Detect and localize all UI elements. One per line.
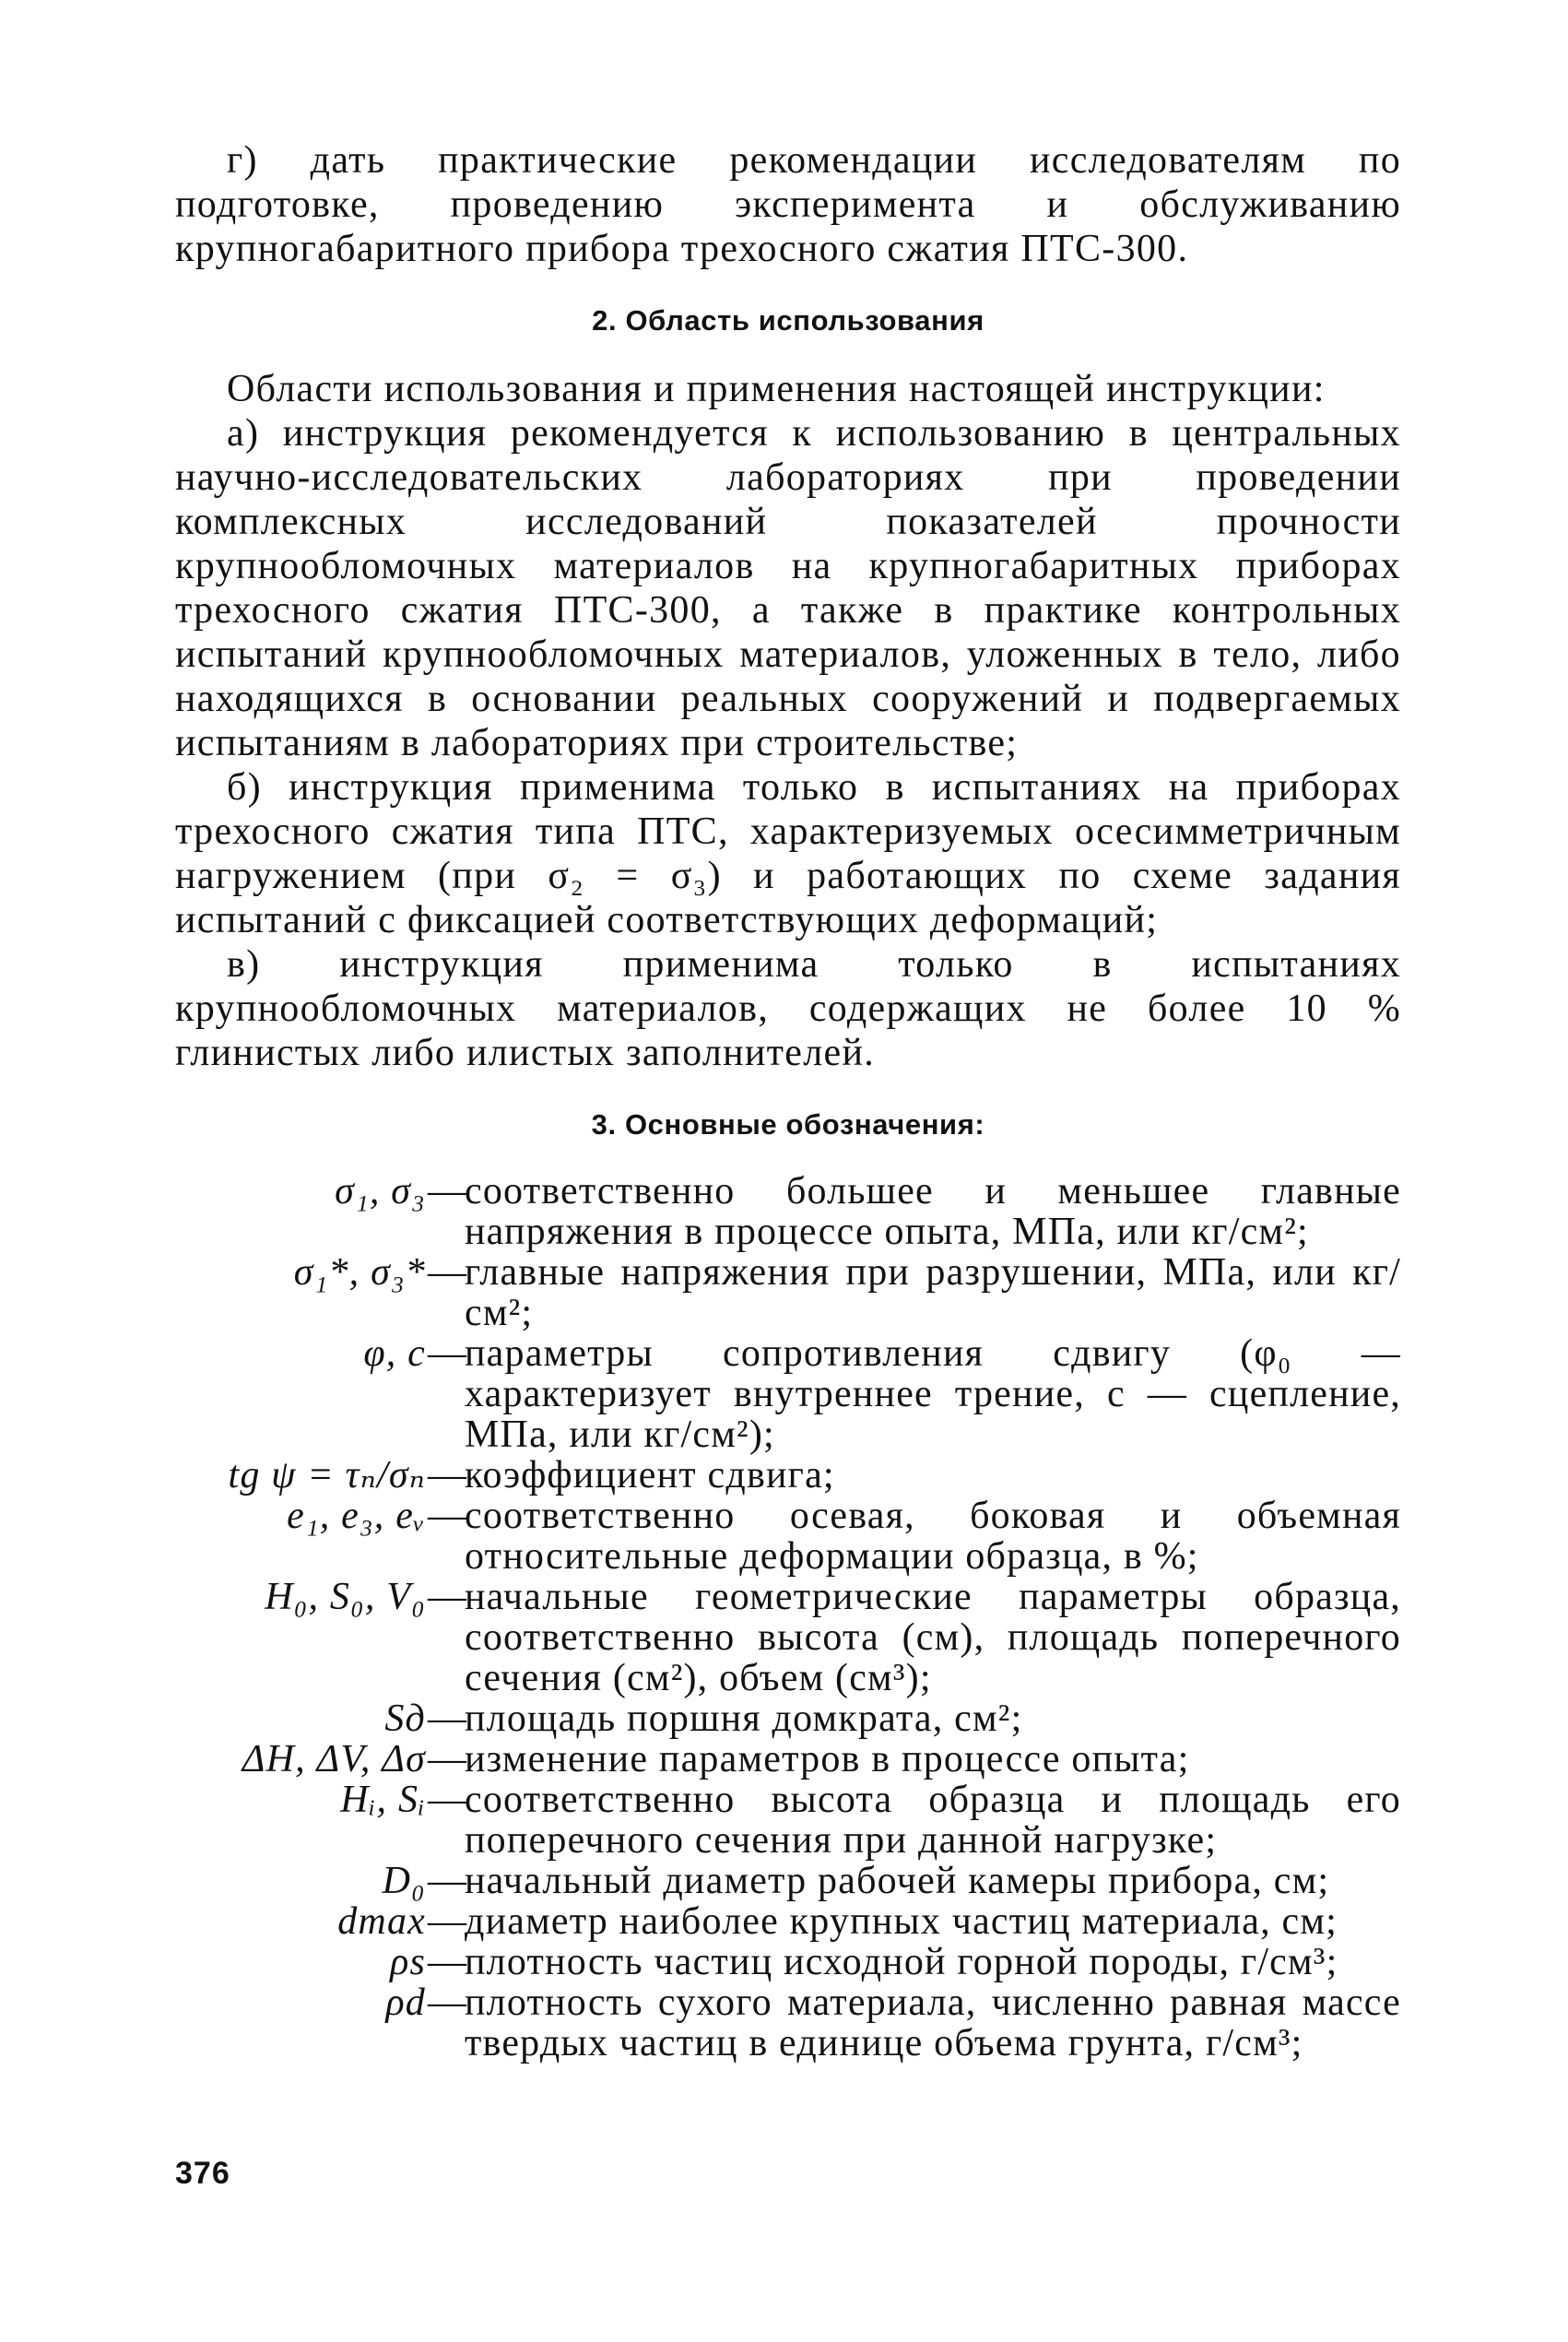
notation-row: [175, 1455, 1401, 1496]
notation-definition: главные напряжения при разрушении, МПа, или кг/см²;: [465, 1251, 1401, 1334]
notation-symbol: Sд: [384, 1697, 426, 1740]
notation-symbol: ρs: [390, 1941, 426, 1983]
section-3-heading: 3. Основные обозначения:: [591, 1108, 985, 1141]
section-2-items: [175, 411, 1401, 1075]
notation-dash: —: [428, 1251, 468, 1294]
notation-row: [175, 1496, 1401, 1577]
section-2-item-a: а) инструкция рекомендуется к использованию в центральных научно-исследовательских лабораториях при проведении комплексных исследований показателей прочности крупнообломочных материалов на крупногабаритных приборах трехосного сжатия ПТС-300, а также в практике контрольных испытаний крупнообломочных материалов, уложенных в тело, либо находящихся в основании реальных сооружений и подвергаемых испытаниям в лабораториях при строительстве;: [175, 412, 1401, 764]
notation-symbol: ρd: [385, 1981, 426, 2024]
intro-item-paragraph: г) дать практические рекомендации исследователям по подготовке, проведению эксперимента и обслуживанию крупногабаритного прибора трехосного сжатия ПТС-300.: [175, 139, 1401, 270]
notation-dash: —: [428, 1779, 468, 1821]
notation-list: [175, 1171, 1401, 2064]
section-2-heading: 2. Область использования: [592, 304, 984, 337]
notation-row: [175, 1780, 1401, 1861]
notation-dash: —: [428, 1454, 468, 1496]
notation-definition: соответственно большее и меньшее главные напряжения в процессе опыта, МПа, или кг/см²;: [465, 1170, 1401, 1253]
notation-row: [175, 1577, 1401, 1698]
notation-definition: коэффициент сдвига;: [465, 1454, 835, 1496]
notation-definition: начальные геометрические параметры образца, соответственно высота (см), площадь поперечного сечения (см²), объем (см³);: [465, 1576, 1401, 1699]
notation-definition: соответственно осевая, боковая и объемная относительные деформации образца, в %;: [465, 1495, 1401, 1578]
section-2-item-c: в) инструкция применима только в испытаниях крупнообломочных материалов, содержащих не более 10 % глинистых либо илистых заполнителей.: [175, 943, 1401, 1074]
notation-symbol: Hᵢ, Sᵢ: [340, 1779, 426, 1821]
notation-row: [175, 1942, 1401, 1982]
notation-dash: —: [428, 1697, 468, 1740]
notation-row: [175, 1982, 1401, 2064]
notation-row: [175, 1861, 1401, 1901]
notation-row: [175, 1252, 1401, 1333]
notation-symbol: ΔH, ΔV, Δσ: [242, 1738, 426, 1780]
notation-definition: диаметр наиболее крупных частиц материала, см;: [465, 1900, 1338, 1943]
notation-definition: площадь поршня домкрата, см²;: [465, 1697, 1023, 1740]
notation-symbol: e₁, e₃, eᵥ: [287, 1495, 426, 1537]
notation-symbol: H₀, S₀, V₀: [265, 1576, 426, 1618]
page-number: 376: [175, 2156, 230, 2191]
notation-row: [175, 1333, 1401, 1455]
section-2-item-b: б) инструкция применима только в испытаниях на приборах трехосного сжатия типа ПТС, характеризуемых осесимметричным нагружением (при σ₂ = σ₃) и работающих по схеме задания испытаний с фиксацией соответствующих деформаций;: [175, 766, 1401, 941]
notation-dash: —: [428, 1576, 468, 1618]
notation-symbol: dmax: [337, 1900, 426, 1943]
document-page: [175, 138, 1401, 2287]
notation-dash: —: [428, 1981, 468, 2024]
notation-dash: —: [428, 1738, 468, 1780]
notation-row: [175, 1698, 1401, 1739]
notation-dash: —: [428, 1860, 468, 1902]
notation-dash: —: [428, 1170, 468, 1212]
notation-definition: плотность частиц исходной горной породы, г/см³;: [465, 1941, 1338, 1983]
section-2-lead: Области использования и применения настоящей инструкции:: [227, 368, 1326, 410]
notation-dash: —: [428, 1900, 468, 1943]
notation-dash: —: [428, 1495, 468, 1537]
notation-row: [175, 1901, 1401, 1942]
notation-definition: параметры сопротивления сдвигу (φ₀ — характеризует внутреннее трение, c — сцепление, МПа, или кг/см²);: [465, 1332, 1401, 1456]
notation-definition: соответственно высота образца и площадь его поперечного сечения при данной нагрузке;: [465, 1779, 1401, 1862]
notation-dash: —: [428, 1941, 468, 1983]
notation-row: [175, 1739, 1401, 1780]
notation-dash: —: [428, 1332, 468, 1375]
notation-definition: изменение параметров в процессе опыта;: [465, 1738, 1190, 1780]
notation-symbol: D₀: [382, 1860, 426, 1902]
notation-row: [175, 1171, 1401, 1252]
notation-definition: плотность сухого материала, численно равная массе твердых частиц в единице объема грунта, г/см³;: [465, 1981, 1401, 2064]
notation-symbol: σ₁*, σ₃*: [293, 1251, 426, 1294]
notation-symbol: σ₁, σ₃: [335, 1170, 426, 1212]
notation-definition: начальный диаметр рабочей камеры прибора, см;: [465, 1860, 1330, 1902]
notation-symbol: φ, c: [363, 1332, 426, 1375]
notation-symbol: tg ψ = τₙ/σₙ: [228, 1454, 426, 1496]
